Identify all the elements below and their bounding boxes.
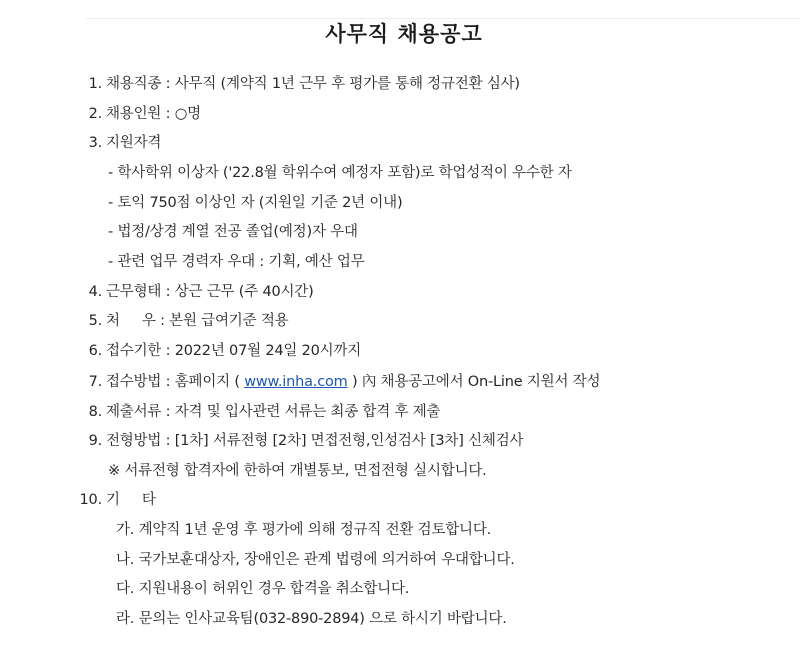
item-number: 6. xyxy=(88,343,102,359)
item-number: 4. xyxy=(88,284,102,300)
item-headcount xyxy=(0,104,201,124)
item-number: 9. xyxy=(88,433,102,449)
item-text: 전형방법 : [1차] 서류전형 [2차] 면접전형,인성검사 [3차] 신체검사 xyxy=(106,433,524,449)
homepage-link[interactable]: www.inha.com xyxy=(244,374,348,390)
item-text: 근무형태 : 상근 근무 (주 40시간) xyxy=(106,284,314,300)
etc-line: 라. 문의는 인사교육팀(032-890-2894) 으로 하시기 바랍니다. xyxy=(116,611,507,627)
item-number: 10. xyxy=(79,492,102,508)
item-work-type xyxy=(0,282,314,302)
item-text: 채용직종 : 사무직 (계약직 1년 근무 후 평가를 통해 정규전환 심사) xyxy=(106,76,520,92)
item-number: 7. xyxy=(88,374,102,390)
item-documents xyxy=(0,402,440,422)
item-number: 5. xyxy=(88,313,102,329)
etc-line: 나. 국가보훈대상자, 장애인은 관계 법령에 의거하여 우대합니다. xyxy=(116,552,515,568)
qualification-line: - 학사학위 이상자 ('22.8월 학위수여 예정자 포함)로 학업성적이 우수한 자 xyxy=(108,165,572,181)
item-text: 제출서류 : 자격 및 입사관련 서류는 최종 합격 후 제출 xyxy=(106,404,441,420)
item-qualifications xyxy=(0,133,161,153)
etc-line: 가. 계약직 1년 운영 후 평가에 의해 정규직 전환 검토합니다. xyxy=(116,522,492,538)
item-text: 지원자격 xyxy=(106,135,162,151)
item-etc xyxy=(0,490,156,510)
screening-note: ※ 서류전형 합격자에 한하여 개별통보, 면접전형 실시합니다. xyxy=(108,463,487,479)
item-text: 기 타 xyxy=(106,492,156,508)
item-job-type xyxy=(0,74,520,94)
item-compensation xyxy=(0,311,288,331)
qualification-line: - 관련 업무 경력자 우대 : 기획, 예산 업무 xyxy=(108,254,365,270)
etc-line: 다. 지원내용이 허위인 경우 합격을 취소합니다. xyxy=(116,581,410,597)
qualification-line: - 토익 750점 이상인 자 (지원일 기준 2년 이내) xyxy=(108,195,403,211)
item-number: 3. xyxy=(88,135,102,151)
page-title: 사무직 채용공고 xyxy=(325,22,483,46)
item-text-before: 접수방법 : 홈페이지 ( xyxy=(106,374,245,390)
item-text-after: ) 內 채용공고에서 On-Line 지원서 작성 xyxy=(347,374,601,390)
item-screening xyxy=(0,431,523,451)
item-number: 2. xyxy=(88,106,102,122)
item-text: 처 우 : 본원 급여기준 적용 xyxy=(106,313,289,329)
qualification-line: - 법정/상경 계열 전공 졸업(예정)자 우대 xyxy=(108,224,358,240)
item-number: 1. xyxy=(88,76,102,92)
item-deadline xyxy=(0,341,361,361)
item-number: 8. xyxy=(88,404,102,420)
item-application-method xyxy=(0,372,600,392)
item-text: 접수기한 : 2022년 07월 24일 20시까지 xyxy=(106,343,362,359)
item-text: 채용인원 : ○명 xyxy=(106,106,201,122)
